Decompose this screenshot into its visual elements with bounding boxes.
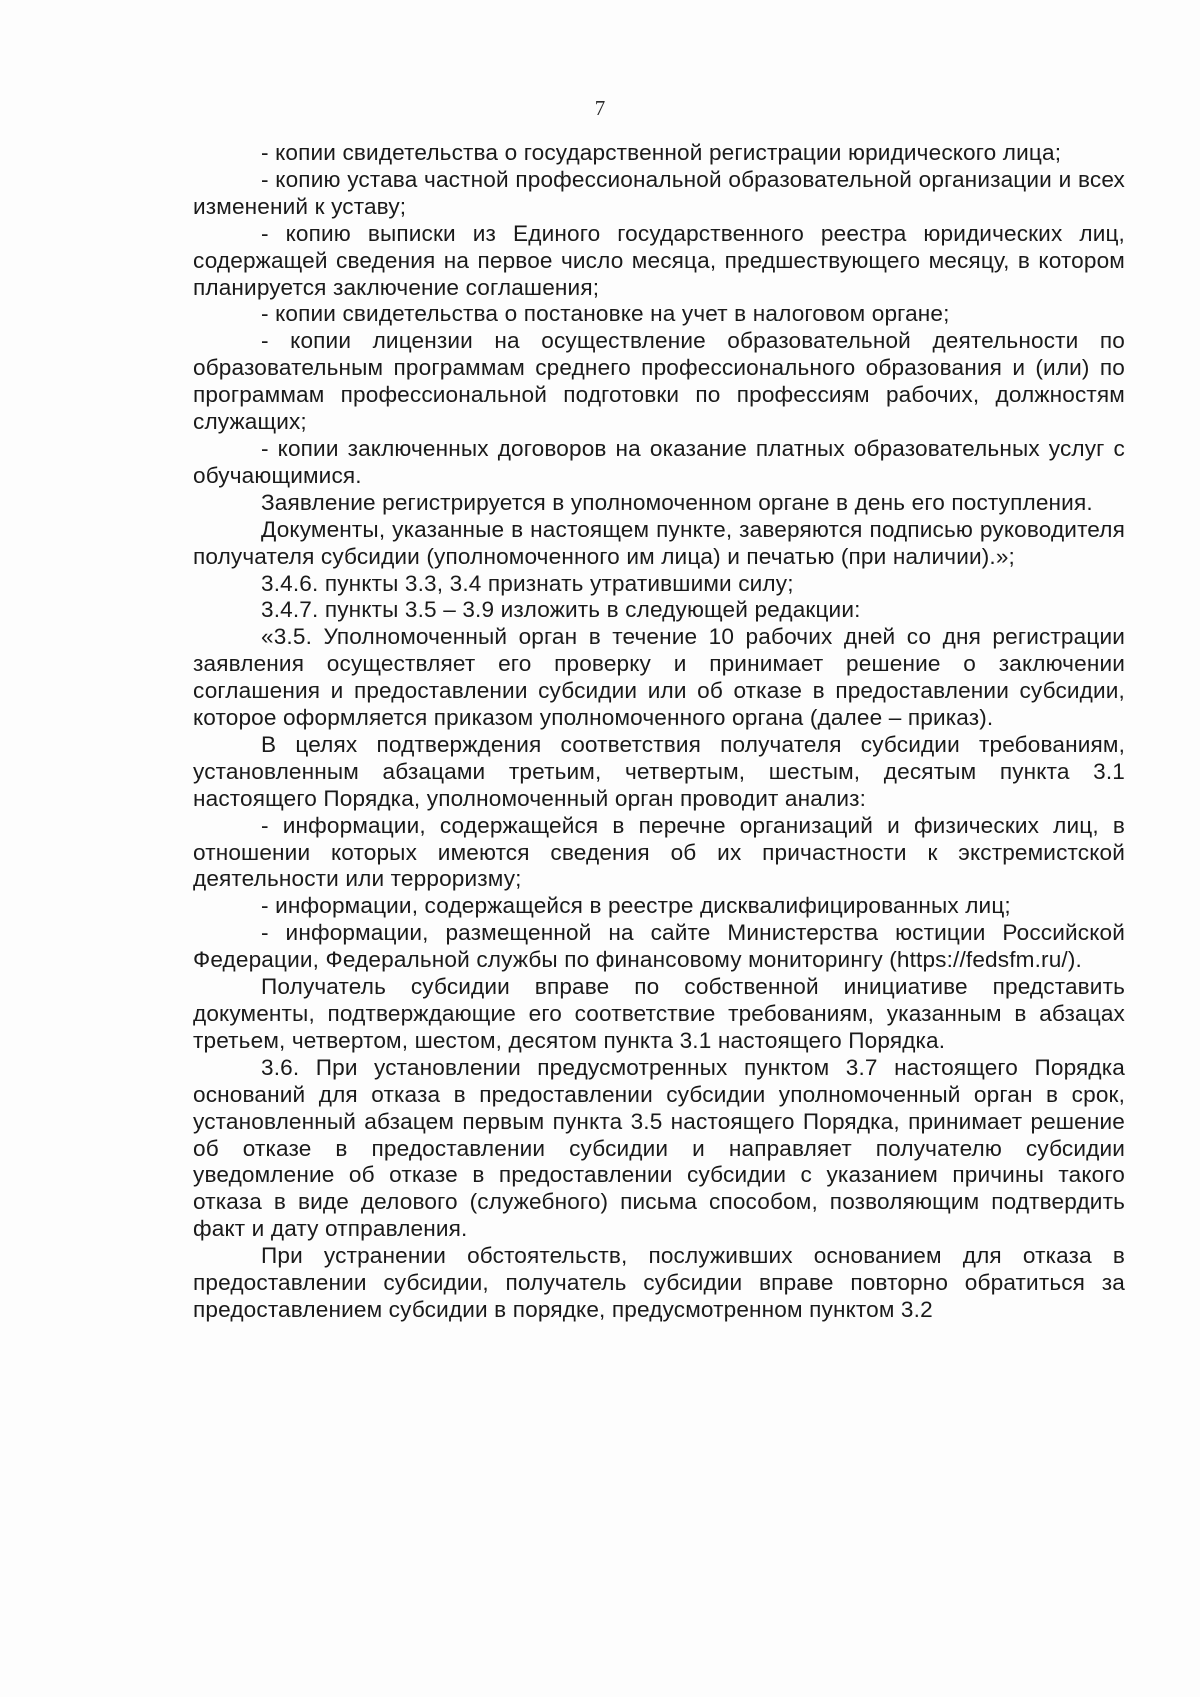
paragraph-17: 3.6. При установлении предусмотренных пунктом 3.7 настоящего Порядка оснований для отказа в предоставлении субсидии уполномоченный орган в срок, установленный абзацем первым пункта 3.5 настоящего Порядка, принимает решение об отказе в предоставлении субсидии и направляет получателю субсидии уведомление об отказе в предоставлении субсидии с указанием причины такого отказа в виде делового (служебного) письма способом, позволяющим подтвердить факт и дату отправления. [193, 1054, 1125, 1242]
document-body [193, 140, 1125, 1324]
paragraph-2: - копию устава частной профессиональной образовательной организации и всех изменений к уставу; [193, 166, 1125, 219]
paragraph-18: При устранении обстоятельств, послуживших основанием для отказа в предоставлении субсидии, получатель субсидии вправе повторно обратиться за предоставлением субсидии в порядке, предусмотренном пунктом 3.2 [193, 1243, 1125, 1322]
paragraph-8: Документы, указанные в настоящем пункте, заверяются подписью руководителя получателя субсидии (уполномоченного им лица) и печатью (при наличии).»; [193, 516, 1125, 569]
paragraph-14: - информации, содержащейся в реестре дисквалифицированных лиц; [261, 893, 1011, 919]
page-number: 7 [594, 96, 606, 120]
paragraph-6: - копии заключенных договоров на оказание платных образовательных услуг с обучающимися. [193, 435, 1125, 488]
paragraph-5: - копии лицензии на осуществление образовательной деятельности по образовательным программам среднего профессионального образования и (или) по программам профессиональной подготовки по профессиям рабочих, должностям служащих; [193, 328, 1125, 435]
paragraph-9: 3.4.6. пункты 3.3, 3.4 признать утратившими силу; [261, 570, 794, 596]
paragraph-16: Получатель субсидии вправе по собственной инициативе представить документы, подтверждающие его соответствие требованиям, указанным в абзацах третьем, четвертом, шестом, десятом пункта 3.1 настоящего Порядка. [193, 974, 1125, 1053]
paragraph-10: 3.4.7. пункты 3.5 – 3.9 изложить в следующей редакции: [261, 597, 861, 623]
paragraph-1: - копии свидетельства о государственной регистрации юридического лица; [261, 140, 1062, 165]
paragraph-4: - копии свидетельства о постановке на учет в налоговом органе; [261, 301, 950, 327]
paragraph-11: «3.5. Уполномоченный орган в течение 10 рабочих дней со дня регистрации заявления осуществляет его проверку и принимает решение о заключении соглашения и предоставлении субсидии или об отказе в предоставлении субсидии, которое оформляется приказом уполномоченного органа (далее – приказ). [193, 624, 1125, 731]
paragraph-3: - копию выписки из Единого государственного реестра юридических лиц, содержащей сведения на первое число месяца, предшествующего месяцу, в котором планируется заключение соглашения; [193, 220, 1125, 300]
paragraph-13: - информации, содержащейся в перечне организаций и физических лиц, в отношении которых имеются сведения об их причастности к экстремистской деятельности или терроризму; [193, 812, 1125, 892]
paragraph-12: В целях подтверждения соответствия получателя субсидии требованиям, установленным абзацами третьим, четвертым, шестым, десятым пункта 3.1 настоящего Порядка, уполномоченный орган проводит анализ: [193, 731, 1125, 811]
paragraph-15: - информации, размещенной на сайте Министерства юстиции Российской Федерации, Федеральной службы по финансовому мониторингу (https://fedsfm.ru/). [193, 920, 1125, 973]
paragraph-7: Заявление регистрируется в уполномоченном органе в день его поступления. [261, 489, 1093, 515]
